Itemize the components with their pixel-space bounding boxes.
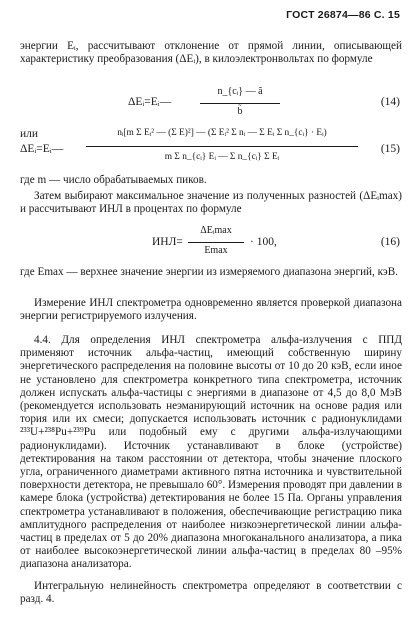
formula-16-fraction-bar (188, 242, 244, 243)
paragraph-where-m: где m — число обрабатываемых пиков. (20, 174, 207, 186)
paragraph-max: Затем выбирают максимальное значение из полученных разностей (ΔEᵢmax) и рассчитывают ИНЛ в процентах по формуле (20, 190, 402, 216)
paragraph-4-4: 4.4. Для определения ИНЛ спектрометра альфа-излучения с ППД применяют источник альфа-частиц, имеющий собственную ширину энергетического распределения на половине высоты от 10 до 20 кэВ, если иное не установлено для спектрометра конкретного типа спектрометра, источник должен испускать альфа-частицы с энергиями в диапазоне от 4,5 до 8,0 МэВ (рекомендуется использовать неэманирующий источник на основе радия или тория или их смеси; допускается использовать источник с радионуклидами ²³³U+²³⁸Pu+²³⁹Pu или подобный ему с другими альфа-излучающими радионуклидами). Источник устанавливают в блоке (устройстве) детектирования на таком расстоянии от детектора, чтобы значение плоского угла, ограниченного диаметрами активного пятна источника и чувствительной поверхности детектора, не превышало 60°. Измерения проводят при давлении в камере блока (устройства) детектирования не более 15 Па. Органы управления спектрометра устанавливают в положения, обеспечивающие регистрацию пика амплитудного распределения от наиболее низкоэнергетической линии альфа-частиц в пределах от 5 до 20% диапазона многоканального анализатора, а пика от наиболее высокоэнергетической линии альфа-частиц в пределах 80 –95% диапазона анализатора. (20, 334, 402, 571)
formula-14-lhs: ΔEᵢ=Eᵢ— (128, 96, 172, 108)
formula-16-number: (16) (380, 236, 400, 248)
formula-14-fraction-bar (200, 103, 280, 104)
paragraph-intro: энергии Eᵢ, рассчитывают отклонение от прямой линии, описывающей характеристику преобразования (ΔEᵢ), в килоэлектронвольтах по формуле (20, 40, 402, 66)
paragraph-emax: где Emax — верхнее значение энергии из измеряемого диапазона энергий, кэВ. (20, 266, 398, 278)
formula-16-numerator: ΔEᵢmax (200, 225, 232, 236)
formula-15-fraction-bar (86, 146, 358, 147)
formula-15-numerator: nᵢ[m Σ Eᵢ² — (Σ E)²] — (Σ Eᵢ² Σ nᵢ — Σ Eᵢ Σ n_{cᵢ} · Eᵢ) (117, 128, 327, 138)
paragraph-integral: Интегральную нелинейность спектрометра определяют в соответствии с разд. 4. (20, 580, 402, 606)
formula-15-denominator: m Σ n_{cᵢ} Eᵢ — Σ n_{cᵢ} Σ Eᵢ (164, 152, 280, 162)
formula-15-number: (15) (380, 143, 400, 155)
word-ili: или (20, 128, 39, 140)
formula-16-lhs: ИНЛ= (152, 236, 183, 248)
formula-14-number: (14) (380, 96, 400, 108)
formula-16-denominator: Emax (204, 245, 228, 256)
formula-16-tail: · 100, (250, 236, 277, 248)
formula-14-denominator: b̃ (237, 106, 243, 117)
page-header: ГОСТ 26874—86 С. 15 (286, 9, 400, 21)
formula-15-lhs: ΔEᵢ=Eᵢ— (20, 143, 64, 155)
paragraph-inl-check: Измерение ИНЛ спектрометра одновременно является проверкой диапазона энергии регистрируемого излучения. (20, 297, 402, 323)
formula-14-numerator: n_{cᵢ} — ã (217, 86, 263, 97)
